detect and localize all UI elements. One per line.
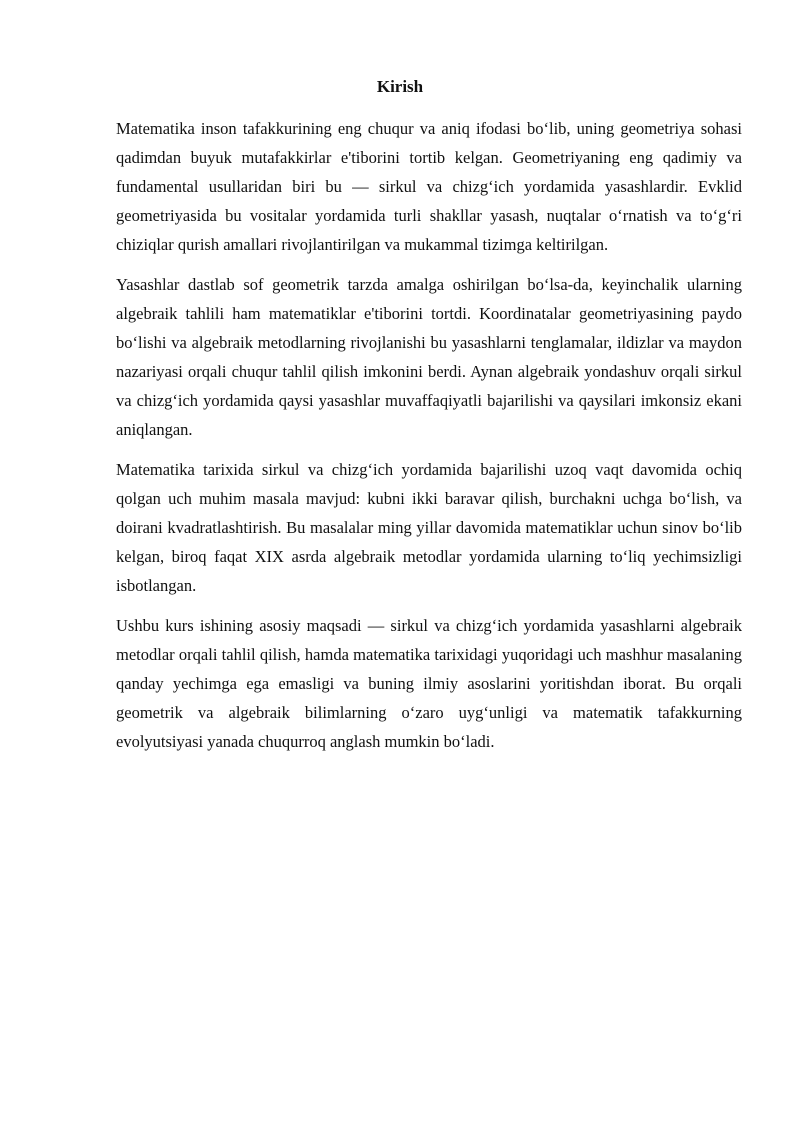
paragraph-4: Ushbu kurs ishining asosiy maqsadi — sirkul va chizg‘ich yordamida yasashlarni algebraik metodlar orqali tahlil qilish, hamda matematika tarixidagi yuqoridagi uch mashhur masalaning qanday yechimga ega emasligi va buning ilmiy asoslarini yoritishdan iborat. Bu orqali geometrik va algebraik bilimlarning o‘zaro uyg‘unligi va matematik tafakkurning evolyutsiyasi yanada chuqurroq anglash mumkin bo‘ladi. <box>116 616 742 751</box>
page-title: Kirish <box>376 77 424 96</box>
paragraph-2: Yasashlar dastlab sof geometrik tarzda amalga oshirilgan bo‘lsa-da, keyinchalik ularning algebraik tahlili ham matematiklar e'tiborini tortdi. Koordinatalar geometriyasining paydo bo‘lishi va algebraik metodlarning rivojlanishi bu yasashlarni tenglamalar, ildizlar va maydon nazariyasi orqali chuqur tahlil qilish imkonini berdi. Aynan algebraik yondashuv orqali sirkul va chizg‘ich yordamida qaysi yasashlar muvaffaqiyatli bajarilishi va qaysilari imkonsiz ekani aniqlangan. <box>116 275 742 439</box>
paragraph-3: Matematika tarixida sirkul va chizg‘ich yordamida bajarilishi uzoq vaqt davomida ochiq qolgan uch muhim masala mavjud: kubni ikki baravar qilish, burchakni uchga bo‘lish, va doirani kvadratlashtirish. Bu masalalar ming yillar davomida matematiklar uchun sinov bo‘lib kelgan, biroq faqat XIX asrda algebraik metodlar yordamida ularning to‘liq yechimsizligi isbotlangan. <box>116 460 742 595</box>
document-body <box>116 114 742 767</box>
paragraph-1: Matematika inson tafakkurining eng chuqur va aniq ifodasi bo‘lib, uning geometriya sohasi qadimdan buyuk mutafakkirlar e'tiborini tortib kelgan. Geometriyaning eng qadimiy va fundamental usullaridan biri bu — sirkul va chizg‘ich yordamida yasashlardir. Evklid geometriyasida bu vositalar yordamida turli shakllar yasash, nuqtalar o‘rnatish va to‘g‘ri chiziqlar qurish amallari rivojlantirilgan va mukammal tizimga keltirilgan. <box>116 119 742 254</box>
